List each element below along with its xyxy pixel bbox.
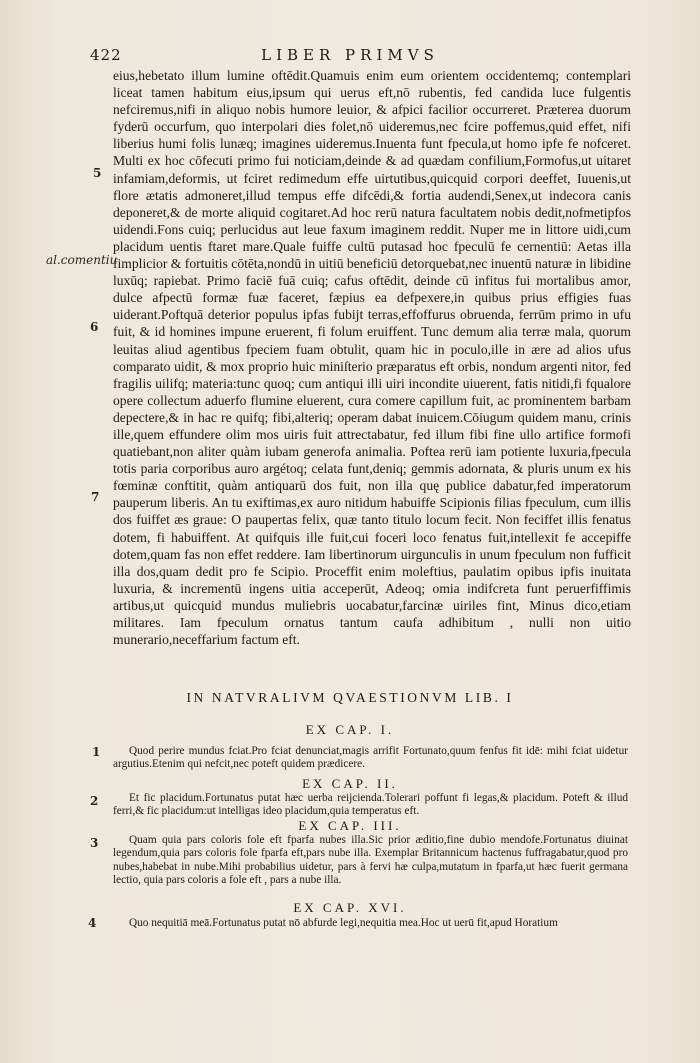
annotation — [113, 917, 628, 930]
annotation-text: Et fic placidum.Fortunatus putat hæc uerba reijcienda.Tolerari poffunt fi legas,& placidum. Poteft & illud ferri,& fic placidum:ut intelligas ideo placidum,quia temperatus eft. — [113, 792, 628, 818]
margin-note-variant: al.comentiu — [46, 253, 118, 267]
main-text — [113, 67, 631, 648]
running-head: LIBER PRIMVS — [261, 46, 439, 64]
chapter-heading: EX CAP. I. — [305, 722, 395, 737]
note-number: 4 — [88, 916, 97, 930]
margin-number: 5 — [93, 166, 102, 180]
margin-number: 6 — [90, 320, 99, 334]
margin-number: 7 — [91, 490, 100, 504]
chapter-heading: EX CAP. XVI. — [293, 900, 407, 915]
chapter-heading: EX CAP. II. — [302, 776, 398, 791]
page-number: 422 — [90, 46, 122, 64]
annotation — [113, 834, 628, 888]
annotation — [113, 792, 628, 819]
note-number: 1 — [92, 745, 101, 759]
main-paragraph: eius,hebetato illum lumine oftēdit.Quamuis enim eum orientem occidentemq; contemplari liceat tamen habitum eius,ipsum qui uerus eft,nō rubentis, fed candida luce fulgentis nefciremus,nifi in aliquo nobis humore leuior, & afpici facilior occurreret. Præterea duorum fyderū occurfum, quo interpolari dies folet,nō uideremus,nec fcire poffemus,quid effet, nifi liberius humi folis lunæq; imagines uideremus.Inuenta funt fpecula,ut homo ipfe fe nofceret. Multi ex hoc cōfecuti primo fui noticiam,deinde & ad quædam confilium,Formofus,ut uitaret infamiam,deformis, ut fciret redimedum effe uirtutibus,quicquid corpori deeffet, Iuuenis,ut flore ætatis admoneret,illud tempus effe difcēdi,& fortia audendi,Senex,ut indecora canis deponeret,& de morte aliquid cogitaret.Ad hoc rerū natura facultatem nobis dedit,nofmetipfos uidendi.Fons cuiq; perlucidus aut leue faxum imaginem reddit. Nuper me in littore uidi,cum placidum uentis ftaret mare.Quale fuiffe cultū putasad hoc fpeculū fe cernentiū: Aetas illa fimplicior & fortuitis cōtēta,nondū in uitiū beneficiū detorquebat,nec inuentū naturæ in libidine luxūq; rapiebat. Primo faciē fuā cuiq; cafus oftēdit, deinde cū infitus fui mortalibus amor, dulce afpectū formæ fuæ faceret, fæpius ea defpexere,in quibus prius effigies fuas uiderant.Poftquā deterior populus ipfas fubijt terras,effoffurus obruenda, ferrūm primo in ufu fuit, & id homines impune eruerent, fi folum eruiffent. Tunc demum alia terræ mala, quorum leuitas aliud agentibus fpeciem fuam obtulit, quam hic in poculo,ille in ære ad alios ufus comparato uidit, & mox proprio huic miniſterio præparatus eft orbis, nondum argenti nitor, fed fragilis uilifq; materia:tunc quoq; cum antiqui illi uiri incondite uiuerent, fatis nitidi,fi fqualore opere collectum aduerfo flumine eluerent, cura comere capillum fuit, ac prominentem barbam depectere,& in hac re quifq; fibi,alteriq; operam dabat inuicem.Cōiugum quidem manu, crinis ille,quem effundere olim mos uiris fuit attrectabatur, fed illum fibi fine ullo artifice formofi quatiebant,non aliter quàm iubam generofa animalia. Poftea rerū iam potiente luxuria,fpecula totis paria corporibus auro argétoq; celata funt,deniq; gemmis adornata, & pluris unum ex his fœminæ conftitit, quàm antiquarū dos fuit, non illa quę publice dabatur,fed imperatorum pauperum liberis. An tu exiftimas,ex auro nitidum habuiffe Scipionis filias fpeculum, cum illis dos fuiffet æs graue: O paupertas felix, quæ tanto titulo locum fecit. Non feciffet illis fenatus dotem, fi habuiffent. At quifquis ille fuit,cui foceri loco fenatus fuit,intellexit fe accepiffe dotem,quam fas non effet reddere. Iam libertinorum uirgunculis in unum fpeculum non fufficit illa dos,quam dedit pro fe Scipio. Proceffit enim moleftius, paulatim opibus ipfis inuitata luxuria, & incrementū ingens uitia acceperūt, Adeoq; omia indifcreta funt peruerfiffimis artibus,ut quicquid mundus muliebris uocabatur,farcinæ uiriles fint, Minus dico,etiam militares. Iam fpeculum ornatus tantum caufa adhibitum , nulli non uitio munerario,neceffarium factum eft. — [113, 68, 631, 648]
annotation-text: Quod perire mundus fciat.Pro fciat denunciat,magis arrifit Fortunato,quum fenfus fit idē: mihi fciat uidetur argutius.Etenim qui nefcit,nec poteft quidem prædicere. — [113, 745, 628, 771]
annotation-text: Quo nequitiā meā.Fortunatus putat nō abfurde legi,nequitia mea.Hoc ut uerū fit,apud Horatium — [129, 917, 558, 929]
annotation-text: Quam quia pars coloris fole eft fparfa nubes illa.Sic prior æditio,fine dubio mendofe.Fortunatus diuinat legendum,quia pars coloris fole fparfa eft,pars nube illa. Exemplar Britannicum hactenus fuffragabatur,quod pro nubes,habebat in nube.Mihi probabilius uidetur, pars à fervi hæ culpa,mutatum in fparfa,ut hæc fuerit germana lectio, quia pars coloris a fole eft , pars a nube illa. — [113, 834, 628, 887]
annotation — [113, 745, 628, 772]
chapter-heading: EX CAP. III. — [298, 818, 402, 833]
note-number: 2 — [90, 794, 99, 808]
note-number: 3 — [90, 836, 99, 850]
section-title: IN NATVRALIVM QVAESTIONVM LIB. I — [186, 690, 514, 705]
page-header — [0, 44, 700, 68]
